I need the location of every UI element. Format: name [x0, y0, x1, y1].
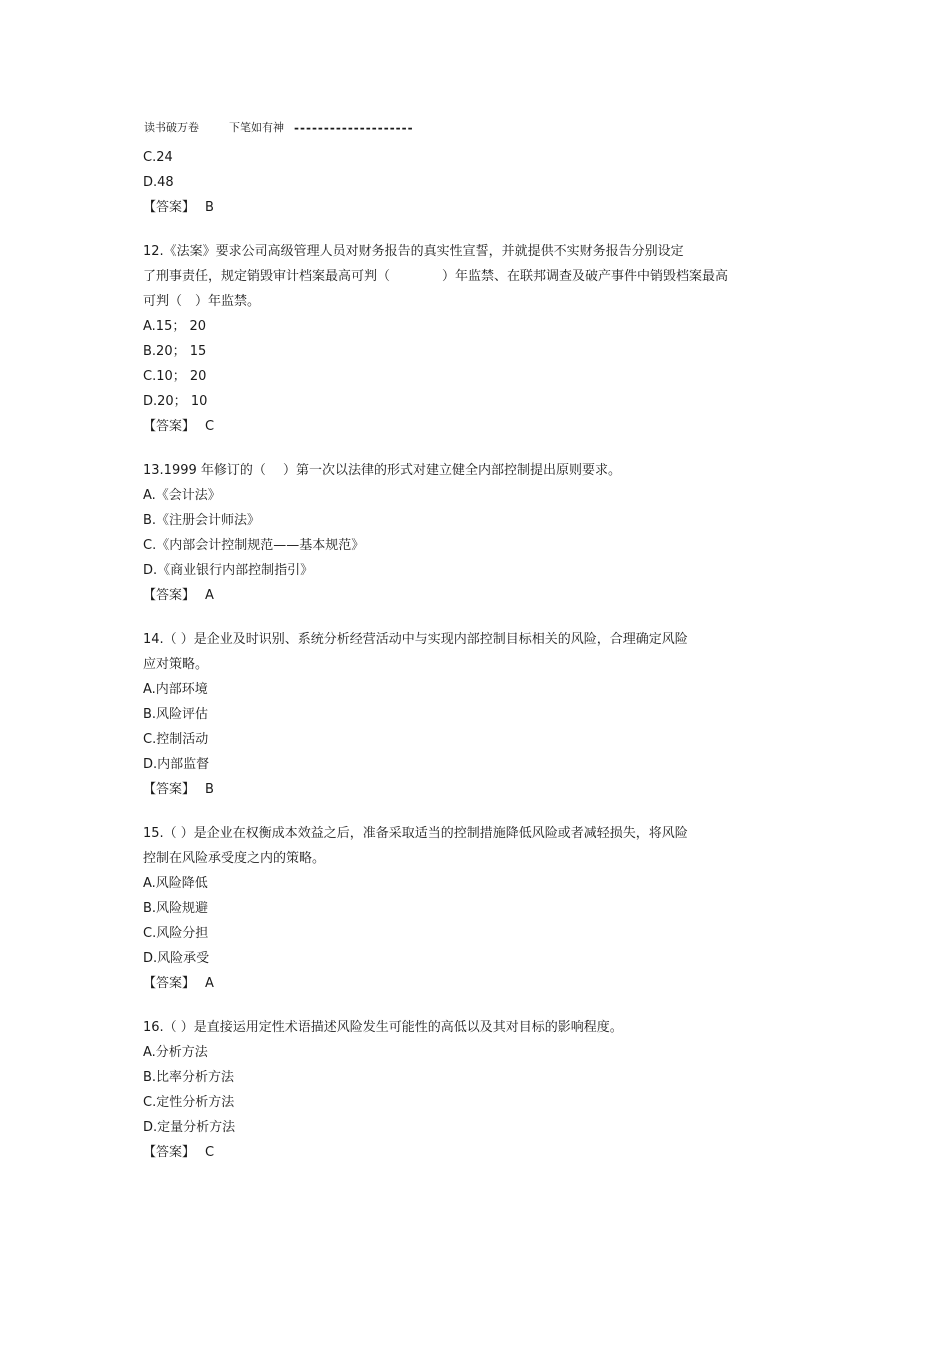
- option-c: C.控制活动: [143, 732, 209, 747]
- option-c: C.风险分担: [143, 926, 209, 941]
- question-text-line: 13.1999 年修订的（ ）第一次以法律的形式对建立健全内部控制提出原则要求。: [143, 463, 622, 478]
- question-text-line: 可判（ ）年监禁。: [143, 294, 261, 309]
- answer-value: A: [205, 976, 214, 991]
- option-d: D.20； 10: [143, 394, 208, 409]
- question-text: [143, 1015, 783, 1040]
- answer-value: C: [205, 419, 215, 434]
- option-a: A.分析方法: [143, 1045, 208, 1060]
- option-d: D.定量分析方法: [143, 1120, 236, 1135]
- question-text: [143, 239, 783, 314]
- question-text-line: 应对策略。: [143, 657, 209, 672]
- page-header: [144, 120, 414, 136]
- option-b: B.比率分析方法: [143, 1070, 235, 1085]
- answer-label: 【答案】: [143, 1145, 196, 1160]
- answer-line: [143, 195, 783, 220]
- answer-line: [143, 777, 783, 802]
- answer-value: A: [205, 588, 214, 603]
- option-d: D.内部监督: [143, 757, 210, 772]
- question-text-line: 15.（ ）是企业在权衡成本效益之后，准备采取适当的控制措施降低风险或者减轻损失，将风险: [143, 826, 688, 841]
- question-13: [143, 458, 783, 608]
- header-dash-line: --------------------: [294, 121, 414, 135]
- answer-label: 【答案】: [143, 419, 196, 434]
- answer-label: 【答案】: [143, 588, 196, 603]
- question-text-line: 16.（ ）是直接运用定性术语描述风险发生可能性的高低以及其对目标的影响程度。: [143, 1020, 623, 1035]
- question-text: [143, 627, 783, 677]
- option-d: D.《商业银行内部控制指引》: [143, 563, 314, 578]
- answer-line: [143, 1140, 783, 1165]
- answer-line: [143, 583, 783, 608]
- document-body: [143, 145, 783, 1165]
- answer-label: 【答案】: [143, 782, 196, 797]
- header-motto-1: 读书破万卷: [144, 121, 199, 134]
- option-c: C.24: [143, 150, 173, 165]
- option-b: B.20； 15: [143, 344, 207, 359]
- answer-value: C: [205, 1145, 215, 1160]
- answer-label: 【答案】: [143, 976, 196, 991]
- answer-value: B: [205, 200, 214, 215]
- option-c: C.定性分析方法: [143, 1095, 235, 1110]
- question-text: [143, 821, 783, 871]
- option-b: B.《注册会计师法》: [143, 513, 261, 528]
- option-a: A.内部环境: [143, 682, 208, 697]
- option-b: B.风险评估: [143, 707, 209, 722]
- question-text: [143, 458, 783, 483]
- option-c: C.10； 20: [143, 369, 207, 384]
- question-text-line: 14.（ ）是企业及时识别、系统分析经营活动中与实现内部控制目标相关的风险，合理确定风险: [143, 632, 688, 647]
- header-motto-2: 下笔如有神: [229, 121, 284, 134]
- option-a: A.15； 20: [143, 319, 207, 334]
- answer-line: [143, 414, 783, 439]
- question-14: [143, 627, 783, 802]
- option-d: D.风险承受: [143, 951, 210, 966]
- answer-value: B: [205, 782, 214, 797]
- question-12: [143, 239, 783, 439]
- prev-question-tail: [143, 145, 783, 220]
- option-c: C.《内部会计控制规范——基本规范》: [143, 538, 365, 553]
- option-d: D.48: [143, 175, 174, 190]
- option-a: A.风险降低: [143, 876, 208, 891]
- question-text-line: 控制在风险承受度之内的策略。: [143, 851, 326, 866]
- question-15: [143, 821, 783, 996]
- question-text-line: 12.《法案》要求公司高级管理人员对财务报告的真实性宣誓，并就提供不实财务报告分别设定: [143, 244, 684, 259]
- option-a: A.《会计法》: [143, 488, 221, 503]
- answer-line: [143, 971, 783, 996]
- option-b: B.风险规避: [143, 901, 209, 916]
- answer-label: 【答案】: [143, 200, 196, 215]
- question-16: [143, 1015, 783, 1165]
- question-text-line: 了刑事责任，规定销毁审计档案最高可判（ ）年监禁、在联邦调查及破产事件中销毁档案最高: [143, 269, 729, 284]
